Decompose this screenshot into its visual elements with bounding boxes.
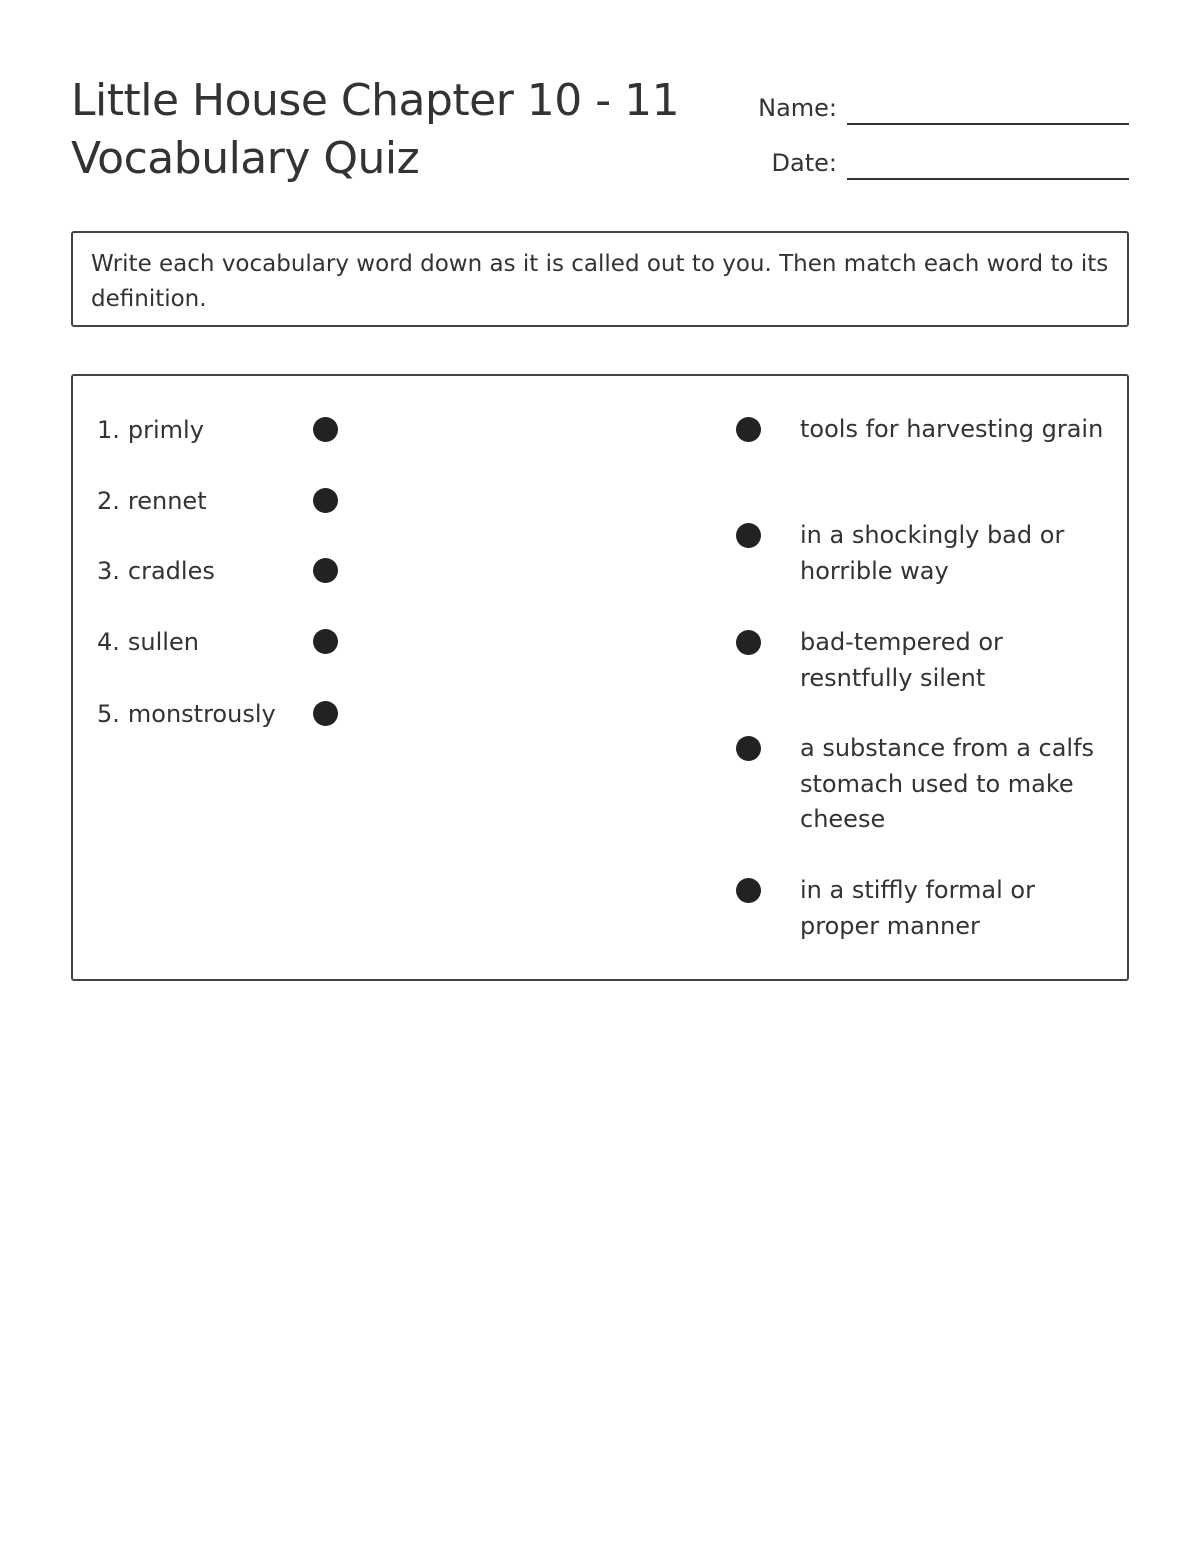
name-field-row [749,74,1129,129]
vocab-word-1 [97,413,204,447]
word-match-dot-2[interactable] [313,488,338,513]
definition-5: in a stiffly formal or proper manner [800,876,1035,940]
word-match-dot-3[interactable] [313,558,338,583]
definition-3: bad-tempered or resntfully silent [800,628,1003,692]
student-info-fields [749,74,1129,184]
instructions-text: Write each vocabulary word down as it is called out to you. Then match each word to its definition. [91,251,1109,312]
definition-1: tools for harvesting grain [800,415,1104,443]
quiz-title-line-2: Vocabulary Quiz [71,133,420,184]
vocab-word-5 [97,697,276,731]
vocab-word-4 [97,625,199,659]
vocab-number: 2. [97,487,120,515]
word-match-dot-4[interactable] [313,629,338,654]
vocab-word-text: monstrously [127,700,276,728]
definition-match-dot-2[interactable] [736,523,761,548]
vocab-word-text: sullen [127,628,199,656]
word-match-dot-5[interactable] [313,701,338,726]
word-match-dot-1[interactable] [313,417,338,442]
date-field-row [749,129,1129,184]
instructions-box [71,231,1129,327]
vocab-word-2 [97,484,207,518]
definition-4: a substance from a calfs stomach used to make cheese [800,734,1095,833]
date-label: Date: [771,149,837,177]
vocab-number: 4. [97,628,120,656]
quiz-title [71,72,711,188]
quiz-title-line-1: Little House Chapter 10 - 11 [71,75,680,126]
vocab-number: 5. [97,700,120,728]
vocab-number: 1. [97,416,120,444]
vocab-word-text: primly [127,416,204,444]
definition-match-dot-1[interactable] [736,417,761,442]
definition-2: in a shockingly bad or horrible way [800,521,1065,585]
definition-match-dot-3[interactable] [736,630,761,655]
vocab-word-text: rennet [127,487,207,515]
name-blank-line[interactable] [847,93,1129,125]
vocab-word-text: cradles [127,557,215,585]
matching-box [71,374,1129,981]
vocab-word-3 [97,554,215,588]
date-blank-line[interactable] [847,148,1129,180]
name-label: Name: [758,94,837,122]
definition-match-dot-4[interactable] [736,736,761,761]
definition-match-dot-5[interactable] [736,878,761,903]
vocab-number: 3. [97,557,120,585]
